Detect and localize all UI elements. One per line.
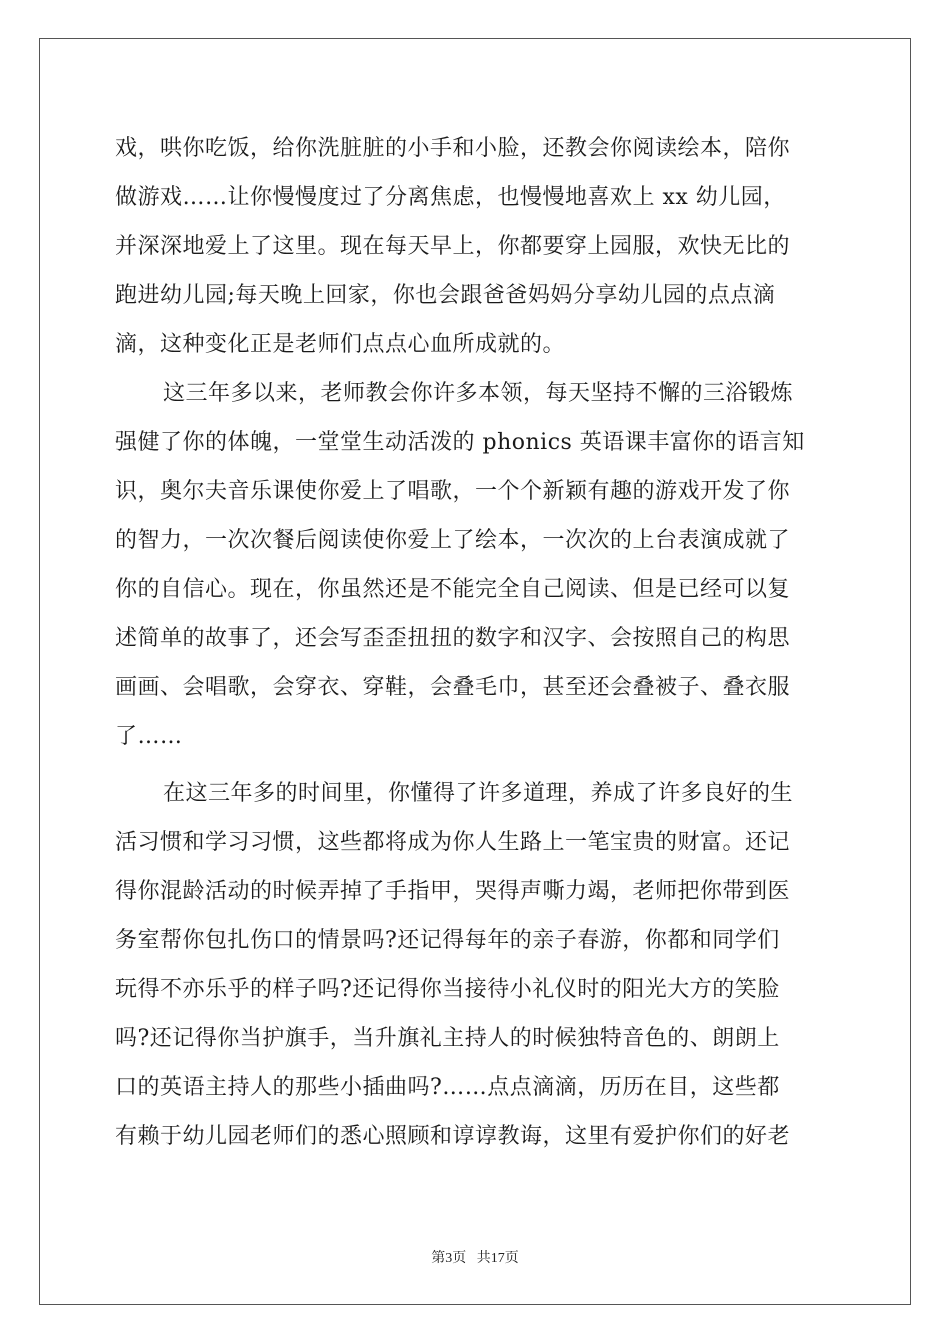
text-line: 识，奥尔夫音乐课使你爱上了唱歌，一个个新颖有趣的游戏开发了你: [115, 479, 791, 504]
text-line: 并深深地爱上了这里。现在每天早上，你都要穿上园服，欢快无比的: [115, 234, 791, 259]
page-total: 共17页: [476, 1251, 519, 1266]
page-number: 第3页: [431, 1251, 467, 1266]
text-line: 活习惯和学习习惯，这些都将成为你人生路上一笔宝贵的财富。还记: [115, 830, 791, 855]
text-line: 在这三年多的时间里，你懂得了许多道理，养成了许多良好的生: [163, 781, 794, 806]
text-line: 口的英语主持人的那些小插曲吗?……点点滴滴，历历在目，这些都: [115, 1075, 780, 1100]
text-line: 了……: [115, 724, 183, 749]
text-line: 跑进幼儿园;每天晚上回家，你也会跟爸爸妈妈分享幼儿园的点点滴: [115, 283, 776, 308]
text-line: 玩得不亦乐乎的样子吗?还记得你当接待小礼仪时的阳光大方的笑脸: [115, 977, 780, 1002]
paragraph-1: [115, 124, 835, 369]
text-line: 务室帮你包扎伤口的情景吗?还记得每年的亲子春游，你都和同学们: [115, 928, 780, 953]
document-body: [115, 124, 835, 1161]
page-footer: [0, 1247, 950, 1267]
text-line: 戏，哄你吃饭，给你洗脏脏的小手和小脸，还教会你阅读绘本，陪你: [115, 136, 791, 161]
text-line: 有赖于幼儿园老师们的悉心照顾和谆谆教诲，这里有爱护你们的好老: [115, 1124, 791, 1149]
text-line: 述简单的故事了，还会写歪歪扭扭的数字和汉字、会按照自己的构思: [115, 626, 791, 651]
text-line: 的智力，一次次餐后阅读使你爱上了绘本，一次次的上台表演成就了: [115, 528, 791, 553]
text-line: 滴，这种变化正是老师们点点心血所成就的。: [115, 332, 566, 357]
text-line: 做游戏……让你慢慢度过了分离焦虑，也慢慢地喜欢上 xx 幼儿园，: [115, 185, 786, 210]
paragraph-2: [115, 369, 835, 761]
text-line: 你的自信心。现在，你虽然还是不能完全自己阅读、但是已经可以复: [115, 577, 791, 602]
paragraph-3: [115, 769, 835, 1161]
text-line: 画画、会唱歌，会穿衣、穿鞋，会叠毛巾，甚至还会叠被子、叠衣服: [115, 675, 791, 700]
text-line: 吗?还记得你当护旗手，当升旗礼主持人的时候独特音色的、朗朗上: [115, 1026, 780, 1051]
text-line: 强健了你的体魄，一堂堂生动活泼的 phonics 英语课丰富你的语言知: [115, 430, 805, 455]
text-line: 得你混龄活动的时候弄掉了手指甲，哭得声嘶力竭，老师把你带到医: [115, 879, 791, 904]
text-line: 这三年多以来，老师教会你许多本领，每天坚持不懈的三浴锻炼: [163, 381, 794, 406]
